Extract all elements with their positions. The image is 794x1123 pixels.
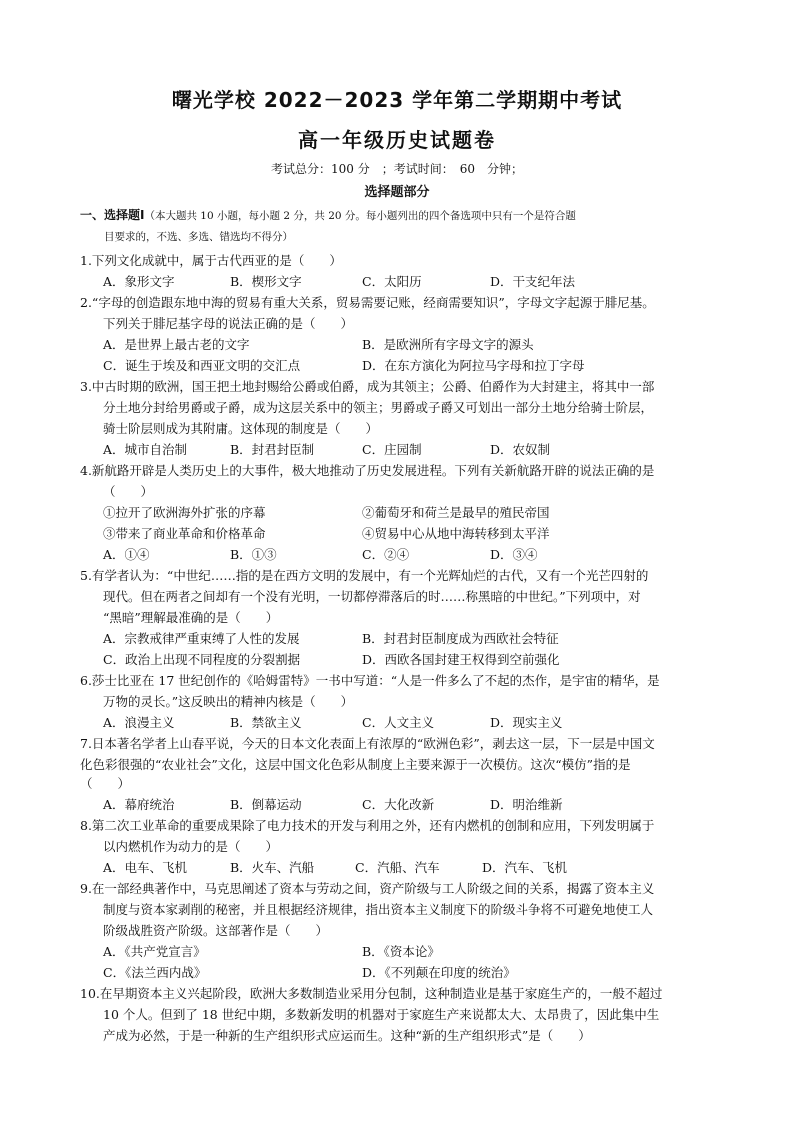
q7-stem-1: 7.日本著名学者上山春平说，今天的日本文化表面上有浓厚的“欧洲色彩”，剥去这一层，下一层是中国文 [80,736,655,751]
q9-stem-1: 9.在一部经典著作中，马克思阐述了资本与劳动之间，资产阶级与工人阶级之间的关系，揭露了资本主义 [80,881,655,896]
q8-option-c: C．汽船、汽车 [355,860,440,875]
q1-stem: 1.下列文化成就中，属于古代西亚的是（ ） [80,253,342,268]
q9-option-b: B．《资本论》 [362,944,440,959]
q9-stem-2: 制度与资本家剥削的秘密，并且根据经济规律，指出资本主义制度下的阶级斗争将不可避免地使工人 [103,902,654,917]
q5-option-a: A．宗教戒律严重束缚了人性的发展 [103,631,300,646]
q9-option-d: D．《不列颠在印度的统治》 [362,965,516,980]
q10-stem-3: 产成为必然，于是一种新的生产组织形式应运而生。这种“新的生产组织形式”是（ ） [103,1028,591,1043]
q3-option-b: B．封君封臣制 [230,442,315,457]
q7-stem-3: （ ） [80,776,131,791]
q4-option-c: C．②④ [362,547,410,562]
q4-item-3: ③带来了商业革命和价格革命 [103,526,266,541]
q6-option-c: C．人文主义 [362,715,435,730]
q7-option-c: C．大化改新 [362,797,435,812]
q6-stem-1: 6.莎士比亚在 17 世纪创作的《哈姆雷特》一书中写道：“人是一件多么了不起的杰作，是宇宙的精华，是 [80,673,660,688]
q8-stem-1: 8.第二次工业革命的重要成果除了电力技术的开发与利用之外，还有内燃机的创制和应用，下列发明属于 [80,818,655,833]
q3-option-c: C．庄园制 [362,442,422,457]
q6-stem-2: 万物的灵长。”这反映出的精神内核是（ ） [103,694,354,709]
q1-option-b: B．楔形文字 [230,274,302,289]
q6-option-a: A．浪漫主义 [103,715,175,730]
q3-option-d: D．农奴制 [490,442,551,457]
q10-stem-1: 10.在早期资本主义兴起阶段，欧洲大多数制造业采用分包制，这种制造业是基于家庭生产的，一般不超过 [80,986,663,1001]
q3-stem-1: 3.中古时期的欧洲，国王把土地封赐给公爵或伯爵，成为其领主；公爵、伯爵作为大封建主，将其中一部 [80,379,655,394]
q5-stem-3: “黑暗”理解最准确的是（ ） [103,610,279,625]
q5-option-c: C．政治上出现不同程度的分裂割据 [103,652,301,667]
q2-option-d: D．在东方演化为阿拉马字母和拉丁字母 [362,358,585,373]
instructions-text: （本大题共 10 小题，每小题 2 分，共 20 分。每小题列出的四个备选项中只有一个是符合题 [144,210,576,222]
q4-option-b: B．①③ [230,547,277,562]
q5-stem-1: 5.有学者认为：“中世纪……指的是在西方文明的发展中，有一个光辉灿烂的古代，又有一个光芒四射的 [80,568,649,583]
q9-option-c: C．《法兰西内战》 [103,965,207,980]
q2-stem-1: 2.“字母的创造跟东地中海的贸易有重大关系，贸易需要记账，经商需要知识”，字母文字起源于腓尼基。 [80,295,655,310]
section-heading: 选择题部分 [364,185,430,200]
q4-item-2: ②葡萄牙和荷兰是最早的殖民帝国 [362,505,550,520]
q4-stem-1: 4.新航路开辟是人类历史上的大事件，极大地推动了历史发展进程。下列有关新航路开辟的说法正确的是 [80,463,655,478]
instructions-label: 一、选择题Ⅰ [80,208,145,222]
exam-info: 考试总分：100 分 ；考试时间： 60 分钟； [271,162,523,176]
q3-stem-3: 骑士阶层则成为其附庸。这体现的制度是（ ） [103,421,379,436]
q5-option-d: D．西欧各国封建王权得到空前强化 [362,652,560,667]
q4-item-4: ④贸易中心从地中海转移到太平洋 [362,526,550,541]
q8-stem-2: 以内燃机作为动力的是（ ） [103,839,279,854]
q8-option-a: A．电车、飞机 [103,860,188,875]
q5-stem-2: 现代。但在两者之间却有一个没有光明，一切都停滞落后的时……称黑暗的中世纪。”下列项中，对 [103,589,641,604]
q2-option-b: B．是欧洲所有字母文字的源头 [362,337,534,352]
q4-option-a: A．①④ [103,547,150,562]
q4-option-d: D．③④ [490,547,538,562]
q2-option-c: C．诞生于埃及和西亚文明的交汇点 [103,358,301,373]
exam-subtitle: 高一年级历史试题卷 [298,128,496,152]
q9-stem-3: 阶级战胜资产阶级。这部著作是（ ） [103,923,329,938]
q3-stem-2: 分土地分封给男爵或子爵，成为这层关系中的领主；男爵或子爵又可划出一部分土地分给骑士阶层， [103,400,654,415]
instructions-line-2: 目要求的，不选、多选、错选均不得分） [104,231,293,243]
q2-option-a: A．是世界上最古老的文字 [103,337,250,352]
exam-title: 曙光学校 2022－2023 学年第二学期期中考试 [171,88,623,112]
q8-option-b: B．火车、汽船 [230,860,315,875]
q2-stem-2: 下列关于腓尼基字母的说法正确的是（ ） [103,316,354,331]
q7-stem-2: 化色彩很强的“农业社会”文化，这层中国文化色彩从制度上主要来源于一次模仿。这次“模仿”指的是 [80,757,631,772]
q10-stem-2: 10 个人。但到了 18 世纪中期，多数新发明的机器对于家庭生产来说都太大、太昂贵了，因此集中生 [103,1007,660,1022]
q3-option-a: A．城市自治制 [103,442,188,457]
q7-option-d: D．明治维新 [490,797,563,812]
q1-option-c: C．太阳历 [362,274,422,289]
q5-option-b: B．封君封臣制度成为西欧社会特征 [362,631,559,646]
q6-option-b: B．禁欲主义 [230,715,302,730]
q4-stem-2: （ ） [103,484,154,499]
q6-option-d: D．现实主义 [490,715,563,730]
instructions-line-1 [80,204,730,227]
q7-option-a: A．幕府统治 [103,797,175,812]
q4-item-1: ①拉开了欧洲海外扩张的序幕 [103,505,266,520]
q1-option-a: A．象形文字 [103,274,175,289]
q7-option-b: B．倒幕运动 [230,797,302,812]
q1-option-d: D．干支纪年法 [490,274,576,289]
q8-option-d: D．汽车、飞机 [482,860,568,875]
q9-option-a: A．《共产党宣言》 [103,944,206,959]
